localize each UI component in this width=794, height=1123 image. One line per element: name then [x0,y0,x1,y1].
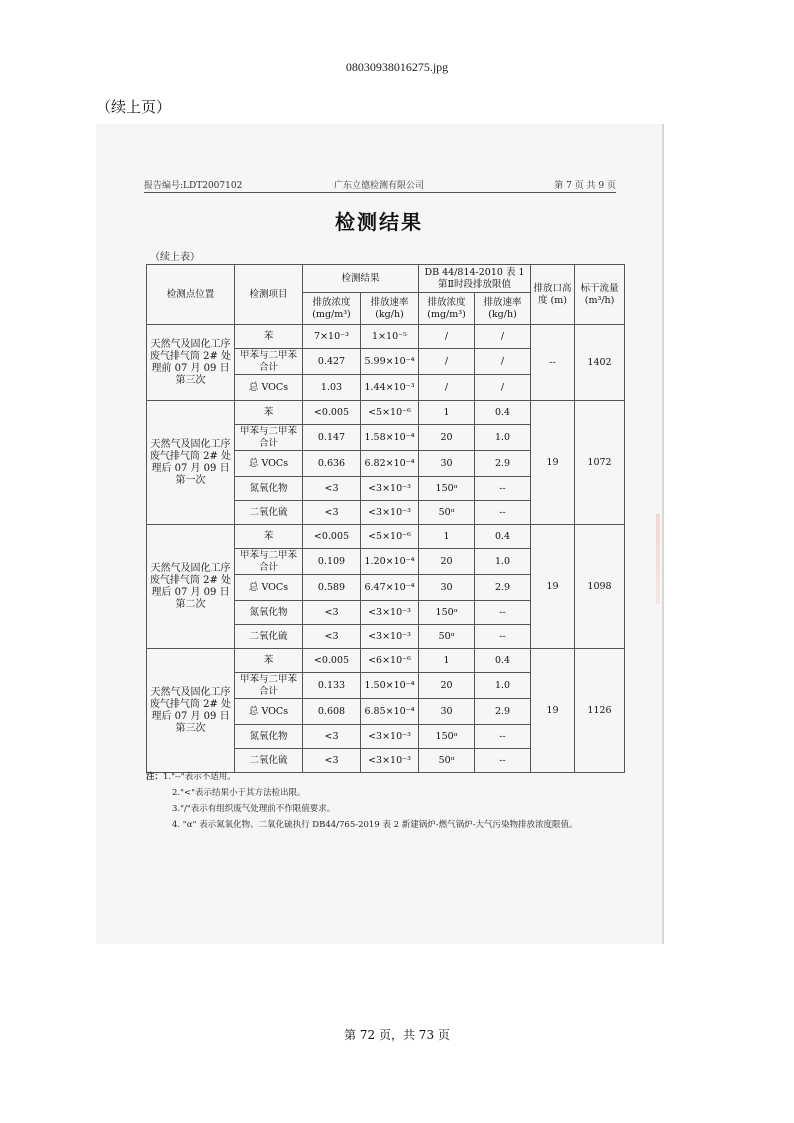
cell-limit-rate: 1.0 [475,673,531,699]
cell-rate: <3×10⁻³ [361,601,419,625]
notes-label: 注： [146,772,164,782]
report-header [144,176,616,193]
cell-item: 二氧化硫 [235,625,303,649]
notes [146,770,646,834]
cell-item: 总 VOCs [235,451,303,477]
stamp-edge [656,514,660,604]
cell-limit-concentration: / [419,375,475,401]
cell-height: 19 [531,525,575,649]
header-height: 排放口高度 (m) [531,265,575,325]
cell-rate: <3×10⁻³ [361,501,419,525]
cell-limit-concentration: 50ᵅ [419,625,475,649]
cell-limit-concentration: 150ᵅ [419,725,475,749]
header-rate: 排放速率 (kg/h) [361,293,419,325]
cell-flow: 1072 [575,401,625,525]
results-table [146,264,625,773]
cell-item: 总 VOCs [235,699,303,725]
cell-height: 19 [531,401,575,525]
cell-rate: <3×10⁻³ [361,477,419,501]
cell-rate: 1×10⁻⁵ [361,325,419,349]
cell-location: 天然气及固化工序废气排气筒 2# 处理后 07 月 09 日第二次 [147,525,235,649]
cell-item: 苯 [235,401,303,425]
cell-limit-rate: 0.4 [475,525,531,549]
header-item: 检测项目 [235,265,303,325]
cell-limit-concentration: 30 [419,575,475,601]
cell-concentration: <3 [303,725,361,749]
cell-rate: <6×10⁻⁶ [361,649,419,673]
cell-concentration: <0.005 [303,401,361,425]
cell-item: 苯 [235,325,303,349]
cell-concentration: <0.005 [303,525,361,549]
cell-limit-rate: 2.9 [475,451,531,477]
cell-concentration: 0.427 [303,349,361,375]
cell-limit-rate: / [475,349,531,375]
cell-concentration: 1.03 [303,375,361,401]
cell-limit-rate: 0.4 [475,649,531,673]
table-row [147,401,625,425]
cell-limit-concentration: 20 [419,425,475,451]
cell-concentration: 0.133 [303,673,361,699]
cell-height: -- [531,325,575,401]
report-page-number: 第 7 页 共 9 页 [554,181,616,191]
cell-limit-concentration: 20 [419,673,475,699]
cell-item: 总 VOCs [235,375,303,401]
cell-location: 天然气及固化工序废气排气筒 2# 处理前 07 月 09 日第三次 [147,325,235,401]
header-limit-concentration: 排放浓度 (mg/m³) [419,293,475,325]
cell-rate: 5.99×10⁻⁴ [361,349,419,375]
cell-limit-concentration: 1 [419,649,475,673]
scanned-report-page [96,124,664,944]
cell-item: 二氧化硫 [235,749,303,773]
cell-limit-concentration: / [419,349,475,375]
cell-limit-rate: 1.0 [475,549,531,575]
header-results: 检测结果 [303,265,419,293]
note-4: 4. "α" 表示氮氧化物、二氧化硫执行 DB44/765-2019 表 2 新建锅炉-燃气锅炉-大气污染物排放浓度限值。 [172,820,578,830]
table-row [147,525,625,549]
cell-item: 苯 [235,525,303,549]
cell-concentration: 0.608 [303,699,361,725]
cell-flow: 1098 [575,525,625,649]
cell-limit-rate: -- [475,501,531,525]
cell-limit-rate: 1.0 [475,425,531,451]
cell-concentration: <3 [303,601,361,625]
cell-rate: 6.85×10⁻⁴ [361,699,419,725]
cell-rate: 1.20×10⁻⁴ [361,549,419,575]
cell-concentration: <3 [303,477,361,501]
cell-concentration: 0.147 [303,425,361,451]
cell-rate: <5×10⁻⁶ [361,525,419,549]
note-3: 3."/"表示有组织废气处理前不作限值要求。 [172,804,336,814]
cell-item: 总 VOCs [235,575,303,601]
cell-limit-concentration: 30 [419,451,475,477]
cell-rate: 1.44×10⁻³ [361,375,419,401]
cell-limit-concentration: 1 [419,401,475,425]
cell-item: 氮氧化物 [235,477,303,501]
cell-item: 甲苯与二甲苯合计 [235,425,303,451]
cell-item: 甲苯与二甲苯合计 [235,349,303,375]
cell-height: 19 [531,649,575,773]
cell-limit-concentration: 50ᵅ [419,501,475,525]
table-row [147,649,625,673]
table-continued-label: （续上表） [150,252,200,263]
header-limit-rate: 排放速率 (kg/h) [475,293,531,325]
cell-item: 二氧化硫 [235,501,303,525]
page-footer: 第 72 页，共 73 页 [344,1028,450,1042]
header-concentration: 排放浓度 (mg/m³) [303,293,361,325]
cell-rate: <3×10⁻³ [361,725,419,749]
cell-limit-concentration: / [419,325,475,349]
cell-rate: 6.82×10⁻⁴ [361,451,419,477]
cell-concentration: 0.109 [303,549,361,575]
cell-limit-rate: -- [475,749,531,773]
cell-rate: <5×10⁻⁶ [361,401,419,425]
cell-concentration: 0.589 [303,575,361,601]
cell-limit-rate: -- [475,601,531,625]
note-2: 2."<"表示结果小于其方法检出限。 [172,788,306,798]
cell-limit-concentration: 30 [419,699,475,725]
cell-limit-rate: -- [475,725,531,749]
cell-concentration: 7×10⁻³ [303,325,361,349]
header-flow: 标干流量 (m³/h) [575,265,625,325]
cell-rate: <3×10⁻³ [361,749,419,773]
cell-concentration: 0.636 [303,451,361,477]
cell-limit-concentration: 150ᵅ [419,477,475,501]
cell-flow: 1126 [575,649,625,773]
cell-limit-rate: -- [475,625,531,649]
cell-limit-concentration: 150ᵅ [419,601,475,625]
cell-item: 苯 [235,649,303,673]
table-row [147,325,625,349]
cell-rate: <3×10⁻³ [361,625,419,649]
cell-concentration: <3 [303,501,361,525]
continued-label: （续上页） [96,98,172,116]
cell-flow: 1402 [575,325,625,401]
cell-item: 甲苯与二甲苯合计 [235,673,303,699]
report-number: 报告编号:LDT2007102 [144,181,243,191]
file-name: 08030938016275.jpg [345,60,449,74]
cell-limit-concentration: 20 [419,549,475,575]
cell-location: 天然气及固化工序废气排气筒 2# 处理后 07 月 09 日第三次 [147,649,235,773]
note-1 [146,770,646,782]
cell-rate: 6.47×10⁻⁴ [361,575,419,601]
cell-limit-rate: / [475,325,531,349]
cell-limit-rate: 2.9 [475,575,531,601]
company-name: 广东立德检测有限公司 [334,181,425,191]
cell-concentration: <3 [303,625,361,649]
cell-item: 氮氧化物 [235,725,303,749]
cell-item: 甲苯与二甲苯合计 [235,549,303,575]
cell-limit-rate: 0.4 [475,401,531,425]
note-text: 1."--"表示不适用。 [163,772,236,782]
cell-item: 氮氧化物 [235,601,303,625]
cell-concentration: <3 [303,749,361,773]
cell-location: 天然气及固化工序废气排气筒 2# 处理后 07 月 09 日第一次 [147,401,235,525]
cell-rate: 1.58×10⁻⁴ [361,425,419,451]
cell-limit-rate: / [475,375,531,401]
cell-limit-rate: -- [475,477,531,501]
report-title: 检测结果 [335,210,423,234]
cell-limit-concentration: 50ᵅ [419,749,475,773]
cell-concentration: <0.005 [303,649,361,673]
cell-limit-concentration: 1 [419,525,475,549]
header-location: 检测点位置 [147,265,235,325]
header-limit: DB 44/814-2010 表 1 第Ⅱ时段排放限值 [419,265,531,293]
cell-rate: 1.50×10⁻⁴ [361,673,419,699]
cell-limit-rate: 2.9 [475,699,531,725]
